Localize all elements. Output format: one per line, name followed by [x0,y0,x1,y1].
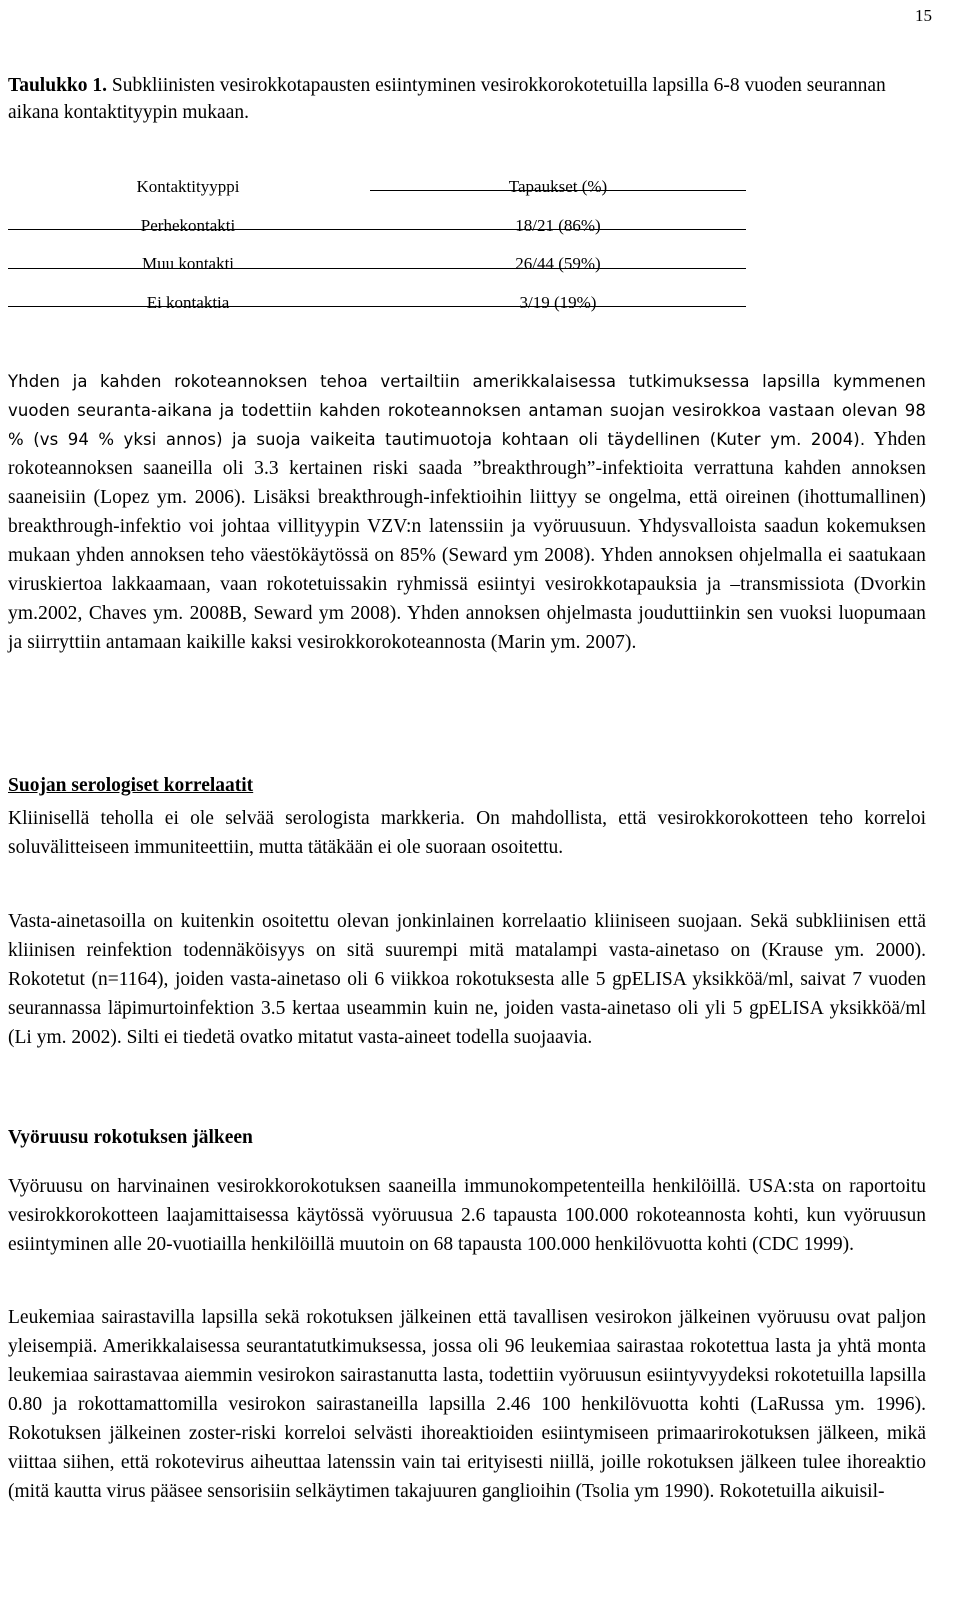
table-row [8,284,748,323]
paragraph-antibody-levels: Vasta-ainetasoilla on kuitenkin osoitettu olevan jonkinlainen korrelaatio kliiniseen suojaan. Sekä subkliinisen että kliinisen reinfektion todennäköisyys on sitä suurempi mitä matalampi vasta-ainetaso on (Krause ym. 2000). Rokotetut (n=1164), joiden vasta-ainetaso oli 6 viikkoa rokotuksesta alle 5 gpELISA yksikköä/ml, saivat 7 vuoden seurannassa läpimurtoinfektion 3.5 kertaa useammin kuin ne, joiden vasta-ainetaso oli yli 5 gpELISA yksikköä/ml (Li ym. 2002). Silti ei tiedetä ovatko mitatut vasta-aineet todella suojaavia. [8,911,926,1048]
paragraph-zoster-rare: Vyöruusu on harvinainen vesirokkorokotuksen saaneilla immunokompetenteilla henkilöillä. USA:sta on raportoitu vesirokkorokotteen laajamittaisessa käytössä vyöruusua 2.6 tapausta 100.000 rokoteannosta kohti, kun vyöruusun esiintyminen alle 20-vuotiailla henkilöillä muutoin on 68 tapausta 100.000 henkilövuotta kohti (CDC 1999). [8,1176,926,1255]
table-caption-text: Subkliinisten vesirokkotapausten esiintyminen vesirokkorokotetuilla lapsilla 6-8 vuoden seurannan aikana kontaktityypin mukaan. [8,75,886,123]
paragraph-clinical-marker: Kliinisellä teholla ei ole selvää serologista markkeria. On mahdollista, että vesirokkorokotteen teho korreloi soluvälitteiseen immuniteettiin, mutta tätäkään ei ole suoraan osoitettu. [8,808,926,858]
page-number: 15 [915,6,932,25]
table-cell: Muu kontakti [141,254,235,274]
table-rule [8,268,746,269]
table-rule [370,190,746,191]
contact-type-table [8,168,748,322]
paragraph-dose-comparison-text: Yhden ja kahden rokoteannoksen tehoa vertailtiin amerikkalaisessa tutkimuksessa lapsilla kymmenen vuoden seuranta-aikana ja todettiin kahden rokoteannoksen antaman suojan vesirokkoa vastaan olevan 98 % (vs 94 % yksi annos) ja suoja vaikeita tautimuotoja kohtaan oli täydellinen (Kuter ym. 2004). [8,372,926,449]
paragraph-leukemia: Leukemiaa sairastavilla lapsilla sekä rokotuksen jälkeinen että tavallisen vesirokon jälkeinen vyöruusu ovat paljon yleisempiä. Amerikkalaisessa seurantatutkimuksessa, jossa oli 96 leukemiaa sairastaa rokotettua lasta ja yhtä monta leukemiaa sairastavaa aiemmin vesirokon sairastanutta lasta, todettiin vyöruusun esiintyvyydeksi rokotetuilla lapsilla 0.80 ja rokottamattomilla vesirokon sairastaneilla lapsilla 2.46 100 henkilövuotta kohti (LaRussa ym. 1996). Rokotuksen jälkeinen zoster-riski korreloi selvästi ihoreaktioiden esiintymiseen primaarirokotuksen jälkeen, mikä viittaa siihen, että rokotevirus aiheuttaa latenssin vain tai erityisesti niillä, joille rokotuksen jälkeen tulee ihoreaktio (mitä kautta virus pääsee sensorisiin selkäytimen takajuuren ganglioihin (Tsolia ym 1990). Rokotetuilla aikuisil- [8,1307,926,1502]
section-heading-zoster: Vyöruusu rokotuksen jälkeen [8,1127,253,1148]
table-cell: 18/21 (86%) [515,215,601,235]
table-header-cell: Tapaukset (%) [508,177,608,197]
paragraph-dose-comparison [8,367,926,657]
table-header-cell: Kontaktityyppi [136,177,240,197]
table-cell: 26/44 (59%) [515,254,601,274]
table-row [8,245,748,284]
table-rule [8,229,746,230]
table-row [8,207,748,246]
table-rule [8,306,746,307]
section-heading-serological: Suojan serologiset korrelaatit [8,775,254,796]
paragraph-breakthrough-text: Yhden rokoteannoksen saaneilla oli 3.3 kertainen riski saada ”breakthrough”-infektioita verrattuna kahden annoksen saaneisiin (Lopez ym. 2006). Lisäksi breakthrough-infektioihin liittyy se ongelma, että oireinen (ihottumallinen) breakthrough-infektio voi johtaa villityypin VZV:n latenssiin ja vyöruusuun. Yhdysvalloista saadun kokemuksen mukaan yhden annoksen teho väestökäytössä on 85% (Seward ym 2008). Yhden annoksen ohjelmalla ei saatukaan viruskiertoa lakkaamaan, vaan rokotetuissakin ryhmissä esiintyi vesirokkotapauksia ja –transmissiota (Dvorkin ym.2002, Chaves ym. 2008B, Seward ym 2008). Yhden annoksen ohjelmasta jouduttiinkin sen vuoksi luopumaan ja siirryttiin antamaan kaikille kaksi vesirokkorokoteannosta (Marin ym. 2007). [8,429,926,653]
table-cell: Ei kontaktia [146,293,230,313]
table-caption [8,72,928,126]
table-header-row [8,168,748,207]
table-caption-label: Taulukko 1. [8,75,108,96]
table-cell: 3/19 (19%) [519,293,597,313]
table-cell: Perhekontakti [140,215,236,235]
